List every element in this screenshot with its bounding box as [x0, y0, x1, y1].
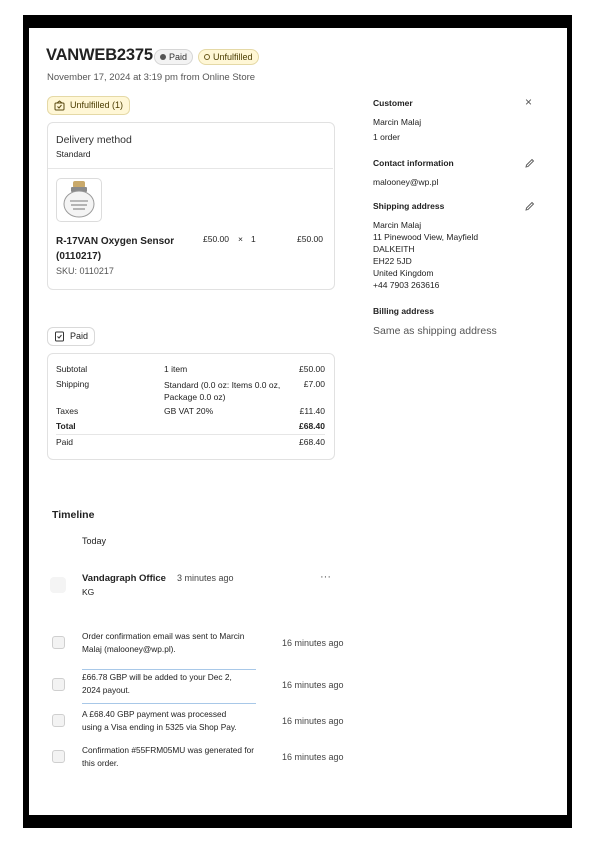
unfulfilled-dot-icon: [204, 54, 210, 60]
timeline-event-text: Confirmation #55FRM05MU was generated for: [82, 745, 255, 755]
unfulfilled-chip: [47, 96, 130, 115]
timeline-event-text: £66.78 GBP will be added to your Dec 2,: [82, 672, 232, 682]
shipping-line-city: DALKEITH: [373, 244, 415, 254]
paid-badge-label: Paid: [169, 52, 188, 62]
timeline-event-icon: [52, 714, 65, 727]
payment-label-total: Total: [56, 421, 76, 431]
unfulfilled-chip-label: Unfulfilled (1): [70, 100, 124, 110]
comment-more-icon[interactable]: ···: [320, 571, 331, 583]
edit-contact-pencil-icon[interactable]: [524, 156, 535, 174]
shipping-line-phone: +44 7903 263616: [373, 280, 440, 290]
shipping-address-block: [373, 219, 478, 291]
shipping-line-street: 11 Pinewood View, Mayfield: [373, 232, 479, 242]
paid-dot-icon: [160, 54, 166, 60]
customer-heading: Customer: [373, 98, 413, 108]
payment-amount-paid: £68.40: [299, 437, 325, 447]
timeline-event-text: this order.: [82, 758, 119, 768]
payout-top-rule: [82, 669, 256, 670]
payment-label-taxes: Taxes: [56, 406, 79, 416]
payment-desc-taxes: GB VAT 20%: [164, 406, 214, 416]
comment-body: KG: [82, 587, 95, 597]
paid-chip-label: Paid: [70, 331, 89, 341]
timeline-event-confirmation: [82, 744, 254, 770]
payment-desc-shipping-line2: Package 0.0 oz): [164, 392, 226, 402]
package-icon: [54, 100, 65, 111]
payment-label-shipping: Shipping: [56, 379, 90, 389]
close-icon[interactable]: ×: [525, 95, 533, 109]
timeline-event-icon: [52, 678, 65, 691]
comment-avatar: [50, 577, 66, 593]
receipt-check-icon: [54, 331, 65, 342]
timeline-event-icon: [52, 750, 65, 763]
payment-amount-total: £68.40: [299, 421, 325, 431]
customer-name[interactable]: Marcin Malaj: [373, 117, 422, 127]
payment-desc-shipping: [164, 379, 280, 403]
billing-address-value: Same as shipping address: [373, 325, 497, 337]
product-line-total: £50.00: [297, 234, 323, 244]
product-name-line1: R-17VAN Oxygen Sensor: [56, 236, 175, 247]
contact-heading: Contact information: [373, 158, 454, 168]
card-divider: [48, 168, 333, 169]
timeline-event-text: using a Visa ending in 5325 via Shop Pay.: [82, 722, 237, 732]
order-subtitle: November 17, 2024 at 3:19 pm from Online Store: [47, 72, 256, 83]
timeline-event-text: Malaj (malooney@wp.pl).: [82, 644, 176, 654]
timeline-event-text: Order confirmation email was sent to Marcin: [82, 631, 245, 641]
unfulfilled-badge-label: Unfulfilled: [213, 52, 253, 62]
delivery-method-value: Standard: [56, 149, 91, 159]
timeline-event-payout[interactable]: [82, 671, 232, 697]
unfulfilled-status-badge: [198, 49, 259, 65]
order-title: VANWEB2375: [46, 46, 153, 64]
timeline-event-payment[interactable]: [82, 708, 237, 734]
product-thumbnail[interactable]: [56, 178, 102, 222]
times-sign: ×: [238, 234, 243, 244]
payment-amount-subtotal: £50.00: [299, 364, 325, 374]
payment-label-paid: Paid: [56, 437, 74, 447]
paid-status-badge: [154, 49, 193, 65]
comment-author: Vandagraph Office: [82, 573, 166, 584]
shipping-address-heading: Shipping address: [373, 201, 445, 211]
payment-label-subtotal: Subtotal: [56, 364, 88, 374]
shipping-line-country: United Kingdom: [373, 268, 434, 278]
payment-desc-shipping-line1: Standard (0.0 oz: Items 0.0 oz,: [164, 380, 281, 390]
timeline-event-icon: [52, 636, 65, 649]
shipping-line-postcode: EH22 5JD: [373, 256, 412, 266]
paid-chip: [47, 327, 95, 346]
timeline-heading: Timeline: [52, 509, 95, 521]
payment-amount-taxes: £11.40: [299, 406, 325, 416]
product-quantity: 1: [251, 234, 256, 244]
product-name-line2: (0110217): [56, 251, 102, 262]
timeline-event-text: A £68.40 GBP payment was processed: [82, 709, 227, 719]
edit-shipping-pencil-icon[interactable]: [524, 199, 535, 217]
timeline-event-text: 2024 payout.: [82, 685, 130, 695]
payout-bottom-rule: [82, 703, 256, 704]
comment-time: 3 minutes ago: [177, 573, 234, 583]
contact-email[interactable]: malooney@wp.pl: [373, 177, 439, 187]
payment-divider: [56, 434, 325, 435]
timeline-event-time: 16 minutes ago: [282, 752, 344, 762]
timeline-event-time: 16 minutes ago: [282, 680, 344, 690]
timeline-event-time: 16 minutes ago: [282, 716, 344, 726]
timeline-event-email: [82, 630, 244, 656]
product-sku: SKU: 0110217: [56, 266, 114, 276]
product-name[interactable]: [56, 234, 174, 264]
delivery-method-label: Delivery method: [56, 134, 132, 146]
payment-desc-subtotal: 1 item: [164, 364, 188, 374]
oxygen-sensor-image-icon: [57, 179, 101, 221]
payment-amount-shipping: £7.00: [303, 379, 325, 389]
billing-address-heading: Billing address: [373, 306, 434, 316]
shipping-line-name: Marcin Malaj: [373, 220, 422, 230]
customer-order-count[interactable]: 1 order: [373, 132, 400, 142]
product-unit-price: £50.00: [203, 234, 229, 244]
timeline-event-time: 16 minutes ago: [282, 638, 344, 648]
timeline-today-label: Today: [82, 536, 107, 546]
